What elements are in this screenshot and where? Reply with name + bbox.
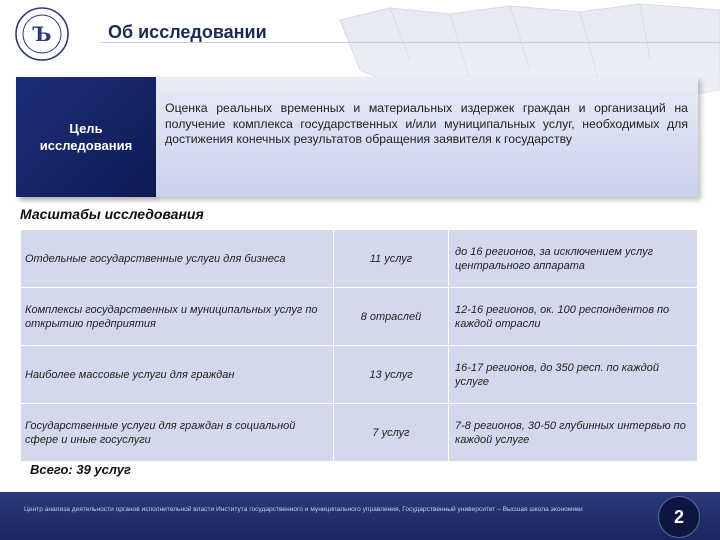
footer-bar	[0, 492, 720, 540]
service-name: Отдельные государственные услуги для бизнеса	[21, 230, 334, 288]
page-number: 2	[673, 506, 684, 527]
page-title: Об исследовании	[108, 22, 267, 42]
svg-text:Ъ: Ъ	[32, 22, 52, 46]
service-details: 7-8 регионов, 30-50 глубинных интервью по каждой услуге	[449, 404, 698, 462]
page-number-badge	[658, 496, 700, 538]
table-row	[21, 346, 698, 404]
scope-table	[20, 229, 698, 462]
goal-label-box	[16, 77, 156, 197]
service-details: 12-16 регионов, ок. 100 респондентов по каждой отрасли	[449, 288, 698, 346]
service-name: Наиболее массовые услуги для граждан	[21, 346, 334, 404]
goal-description: Оценка реальных временных и материальных издержек граждан и организаций на получение комплекса государственных и/или муниципальных услуг, необходимых для достижения конечных результатов обращения заявителя к государству	[165, 101, 688, 146]
service-count: 13 услуг	[334, 346, 449, 404]
goal-description-box	[156, 77, 698, 197]
service-count: 11 услуг	[334, 230, 449, 288]
service-count: 8 отраслей	[334, 288, 449, 346]
service-details: 16-17 регионов, до 350 респ. по каждой услуге	[449, 346, 698, 404]
table-row	[21, 230, 698, 288]
service-details: до 16 регионов, за исключением услуг центрального аппарата	[449, 230, 698, 288]
service-name: Комплексы государственных и муниципальных услуг по открытию предприятия	[21, 288, 334, 346]
service-name: Государственные услуги для граждан в социальной сфере и иные госуслуги	[21, 404, 334, 462]
footer-text: Центр анализа деятельности органов исполнительной власти Института государственного и муниципального управления, Государственный университет – Высшая школа экономики	[24, 506, 583, 513]
total-services: Всего: 39 услуг	[30, 462, 131, 477]
table-row	[21, 404, 698, 462]
table-row	[21, 288, 698, 346]
title-divider	[100, 42, 720, 43]
service-count: 7 услуг	[334, 404, 449, 462]
hse-logo	[14, 6, 70, 62]
goal-label: Цель исследования	[39, 121, 133, 153]
scope-title: Масштабы исследования	[20, 206, 204, 222]
